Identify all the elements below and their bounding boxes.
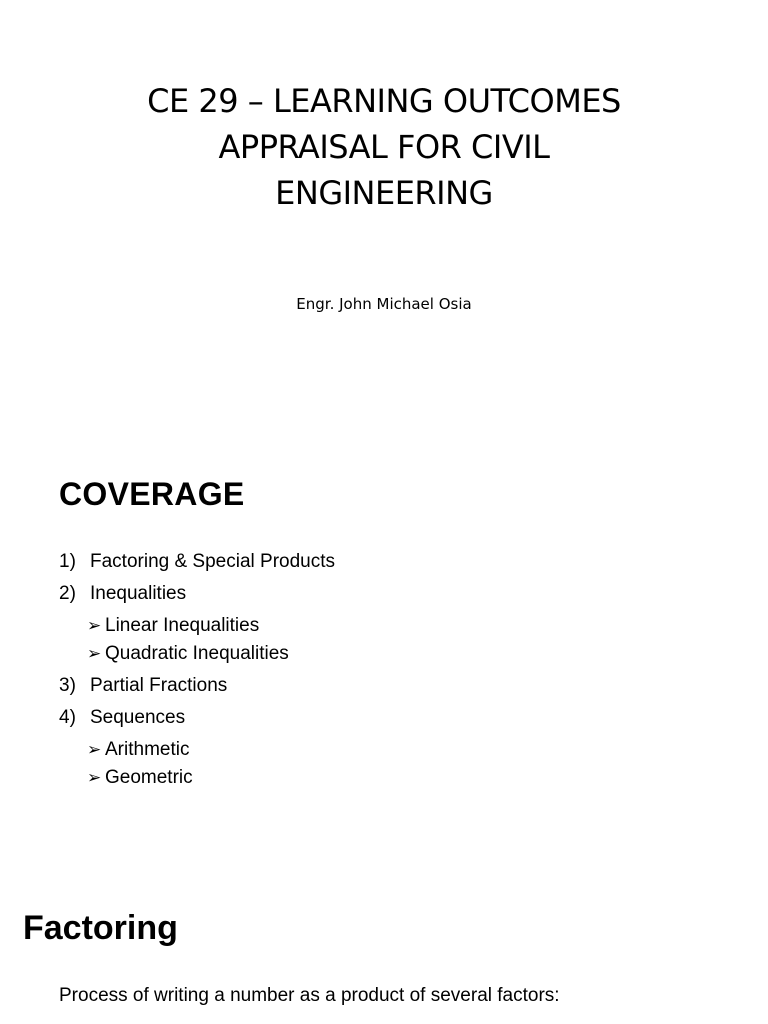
- sub-item-label: Linear Inequalities: [105, 615, 260, 636]
- title-line: CE 29 – LEARNING OUTCOMES: [147, 82, 621, 120]
- list-item-label: Factoring & Special Products: [90, 551, 336, 572]
- list-item: [59, 580, 335, 608]
- title-slide: [0, 0, 768, 430]
- coverage-heading: COVERAGE: [59, 476, 245, 512]
- list-item: [59, 672, 335, 700]
- coverage-list: [59, 548, 335, 792]
- author-name: Engr. John Michael Osia: [296, 295, 472, 313]
- sub-list-item: [87, 640, 335, 668]
- factoring-slide: [0, 864, 768, 1024]
- list-item: [59, 704, 335, 732]
- factoring-description: Process of writing a number as a product of several factors:: [59, 985, 560, 1006]
- list-number: 1): [59, 551, 76, 572]
- list-number: 4): [59, 707, 76, 728]
- list-item-label: Partial Fractions: [90, 675, 228, 696]
- list-number: 2): [59, 583, 76, 604]
- arrow-bullet-icon: ➢: [87, 768, 102, 787]
- slide-title: [84, 78, 684, 216]
- sub-list-item: [87, 612, 335, 640]
- factoring-heading: Factoring: [23, 909, 178, 947]
- sub-list-item: [87, 764, 335, 792]
- arrow-bullet-icon: ➢: [87, 616, 102, 635]
- list-number: 3): [59, 675, 76, 696]
- list-item: [59, 548, 335, 576]
- arrow-bullet-icon: ➢: [87, 644, 102, 663]
- sub-item-label: Geometric: [105, 767, 193, 788]
- sub-item-label: Arithmetic: [105, 739, 190, 760]
- title-line: ENGINEERING: [275, 174, 493, 212]
- list-item-label: Sequences: [90, 707, 186, 728]
- arrow-bullet-icon: ➢: [87, 740, 102, 759]
- coverage-slide: [0, 432, 768, 862]
- title-line: APPRAISAL FOR CIVIL: [218, 128, 550, 166]
- sub-item-label: Quadratic Inequalities: [105, 643, 289, 664]
- sub-list-item: [87, 736, 335, 764]
- list-item-label: Inequalities: [90, 583, 187, 604]
